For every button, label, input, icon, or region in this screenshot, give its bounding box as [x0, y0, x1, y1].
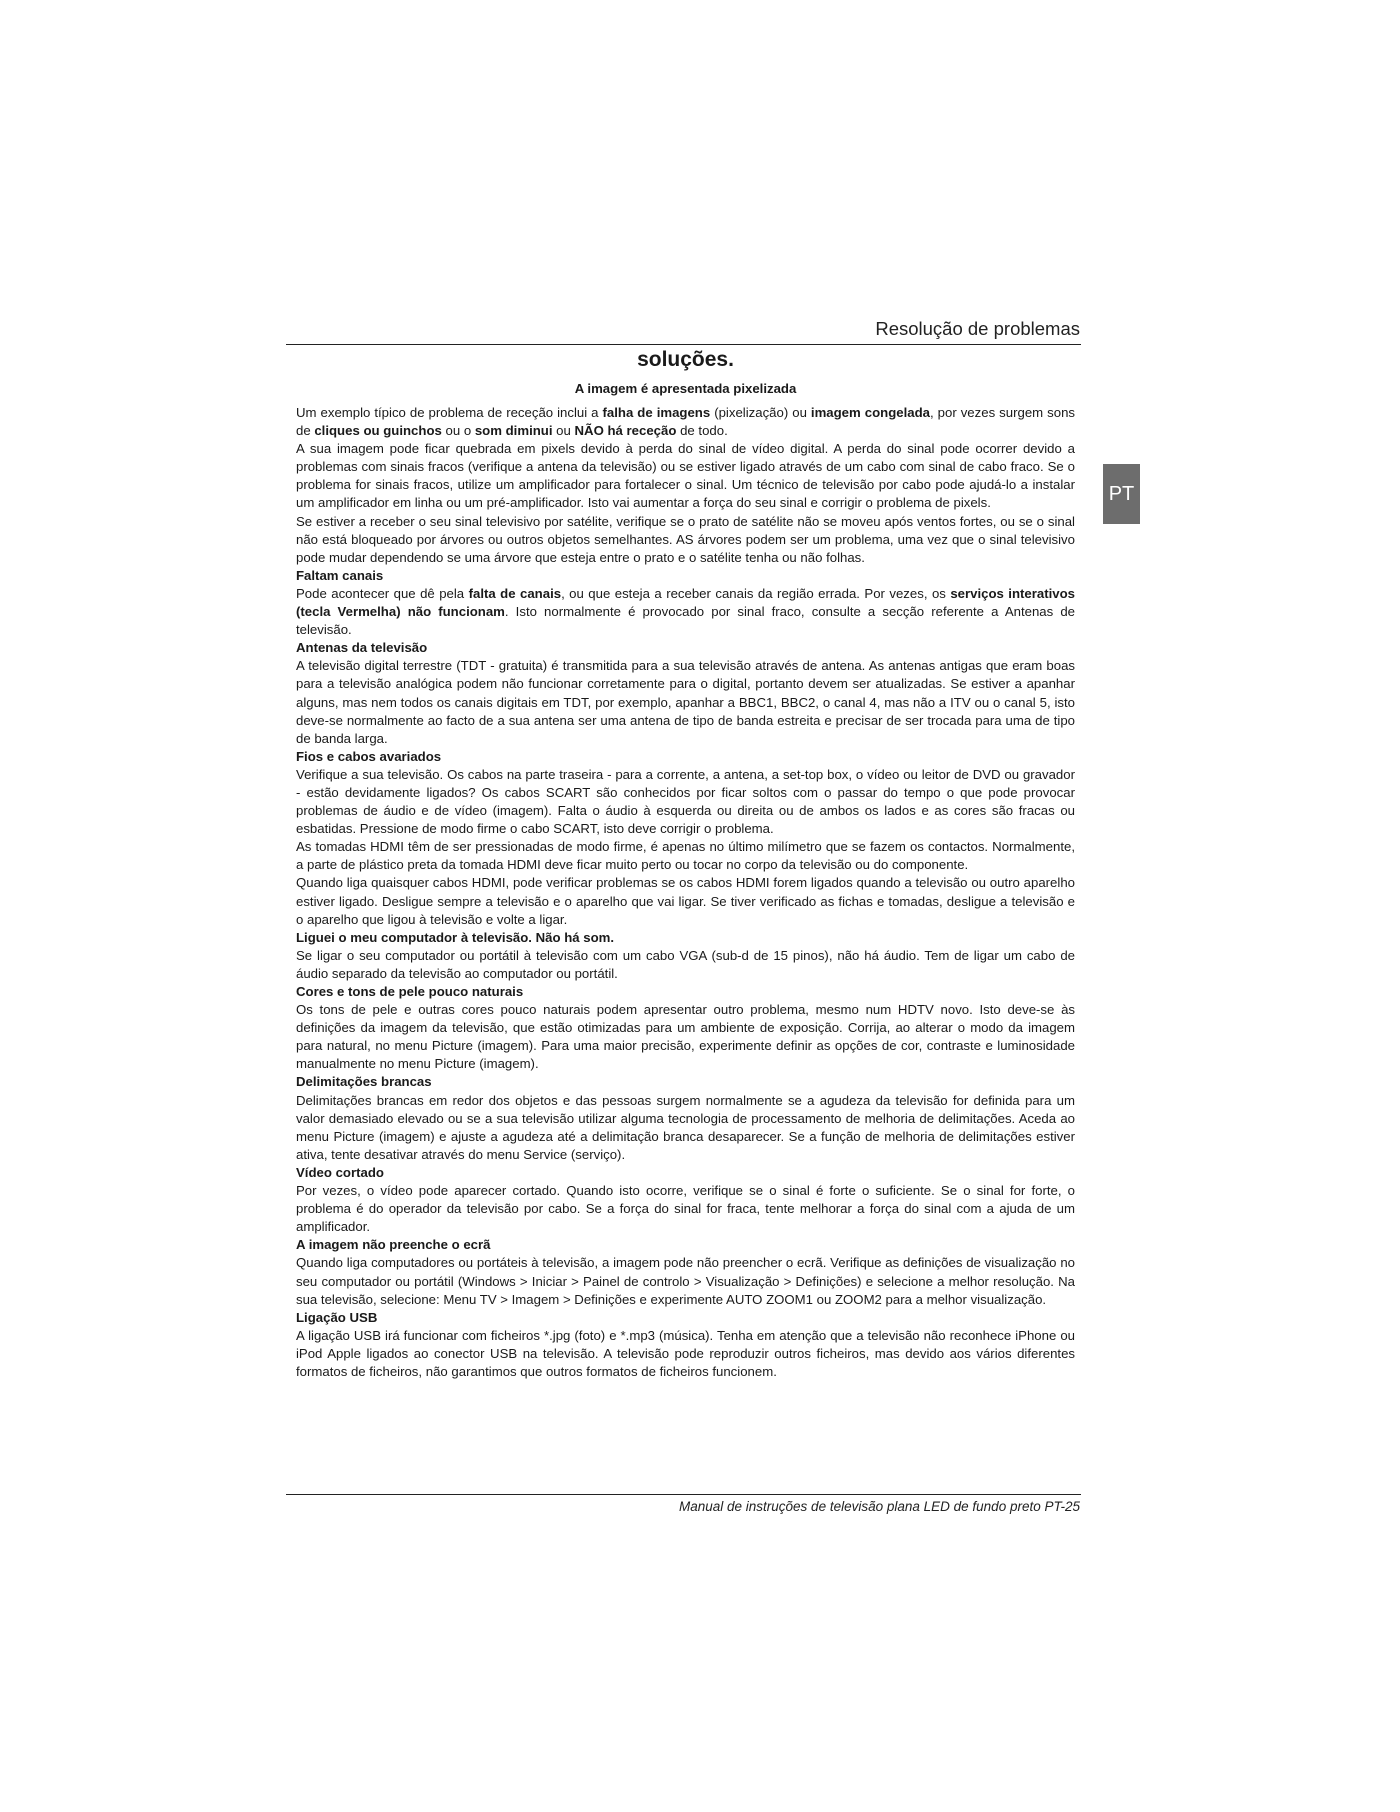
language-tab: PT: [1103, 464, 1140, 524]
white-edges-paragraph: Delimitações brancas em redor dos objetos e das pessoas surgem normalmente se a agudeza da televisão for definida para um valor demasiado elevado ou se a sua televisão utilizar alguma tecnologia de processamento de melhoria de delimitações. Aceda ao menu Picture (imagem) e ajuste a agudeza até a delimitação branca desaparecer. Se a função de melhoria de delimitações estiver ativa, tente desativar através do menu Service (serviço).: [296, 1092, 1075, 1162]
text-run: , ou que esteja a receber canais da região errada. Por vezes, os: [561, 585, 951, 601]
emphasis-text: NÃO há receção: [574, 423, 677, 439]
fill-screen-paragraph: Quando liga computadores ou portáteis à televisão, a imagem pode não preencher o ecrã. Verifique as definições de visualização no seu computador ou portátil (Windows > Iniciar > Painel de controlo > Visualização > Definições) e selecione a melhor resolução. Na sua televisão, selecione: Menu TV > Imagem > Definições e experimente AUTO ZOOM1 ou ZOOM2 para a melhor visualização.: [296, 1255, 1075, 1307]
section-title-skin-tones: Cores e tons de pele pouco naturais: [296, 984, 524, 999]
pixelation-paragraph-2: A sua imagem pode ficar quebrada em pixels devido à perda do sinal de vídeo digital. A perda do sinal pode ocorrer devido a problemas com sinais fracos (verifique a antena da televisão) ou se estiver ligado através de um cabo com sinal de cabo fraco. Se o problema for sinais fracos, utilize um amplificador para fortalecer o sinal. Um técnico de televisão por cabo pode ajudá-lo a instalar um amplificador em linha ou um pré-amplificador. Isto vai aumentar a força do seu sinal e corrigir o problema de pixels.: [296, 441, 1075, 511]
missing-channels-paragraph: [296, 585, 1075, 639]
text-run: . Isto normalmente é provocado por sinal fraco, consulte a secção referente a Antenas de televisão.: [296, 604, 1075, 638]
emphasis-text: imagem congelada: [810, 405, 930, 420]
cables-paragraph-1: Verifique a sua televisão. Os cabos na parte traseira - para a corrente, a antena, a set-top box, o vídeo ou leitor de DVD ou gravador - estão devidamente ligados? Os cabos SCART são conhecidos por ficar soltos com o passar do tempo o que pode provocar problemas de áudio e de vídeo (imagem). Falta o áudio à esquerda ou direita ou de ambos os lados e as cores são fracas ou esbatidas. Pressione de modo firme o cabo SCART, isto deve corrigir o problema.: [296, 766, 1075, 837]
text-run: Um exemplo típico de problema de receção inclui a: [296, 405, 603, 420]
section-title-computer: Liguei o meu computador à televisão. Não há som.: [296, 929, 615, 945]
antennas-paragraph: A televisão digital terrestre (TDT - gratuita) é transmitida para a sua televisão através de antena. As antenas antigas que eram boas para a televisão analógica podem não funcionar corretamente para o digital, portanto devem ser atualizadas. Se estiver a apanhar alguns, mas nem todos os canais digitais em TDT, por exemplo, apanhar a BBC1, BBC2, o canal 4, mas não a ITV ou o canal 5, isto deve-se normalmente ao facto de a sua antena ser uma antena de tipo de banda estreita e precisar de ser trocada para uma de tipo de banda larga.: [296, 658, 1075, 746]
usb-paragraph: A ligação USB irá funcionar com ficheiros *.jpg (foto) e *.mp3 (música). Tenha em atenção que a televisão não reconhece iPhone ou iPod Apple ligados ao conector USB na televisão. A televisão pode reproduzir outros ficheiros, mas devido aos vários diferentes formatos de ficheiros, não garantimos que outros formatos de ficheiros funcionem.: [296, 1327, 1075, 1379]
section-title-white-edges: Delimitações brancas: [296, 1074, 432, 1090]
section-title-missing-channels: Faltam canais: [296, 567, 384, 583]
section-title-usb: Ligação USB: [296, 1309, 378, 1325]
cut-video-paragraph: Por vezes, o vídeo pode aparecer cortado. Quando isto ocorre, verifique se o sinal é forte o suficiente. Se o sinal for forte, o problema é do operador da televisão por cabo. Se a força do sinal for fraca, tente melhorar a força do sinal com a ajuda de um amplificador.: [296, 1183, 1075, 1235]
text-run: , por vezes surgem sons de: [296, 405, 1075, 439]
page-heading: soluções.: [637, 348, 734, 371]
section-title-fill-screen: A imagem não preenche o ecrã: [296, 1237, 491, 1253]
skin-tones-paragraph: Os tons de pele e outras cores pouco naturais podem apresentar outro problema, mesmo num HDTV novo. Isto deve-se às definições da imagem da televisão, que estão otimizadas para um ambiente de exposição. Corrija, ao alterar o modo da imagem para natural, no menu Picture (imagem). Para uma maior precisão, experimente definir as opções de cor, contraste e luminosidade manualmente no menu Picture (imagem).: [296, 1002, 1075, 1072]
emphasis-text: serviços interativos (tecla Vermelha) não funcionam: [296, 585, 1075, 620]
sub-heading-pixelation: A imagem é apresentada pixelizada: [574, 381, 797, 396]
section-title-cut-video: Vídeo cortado: [296, 1164, 384, 1180]
section-title-antennas: Antenas da televisão: [296, 640, 428, 656]
cables-paragraph-2: As tomadas HDMI têm de ser pressionadas de modo firme, é apenas no último milímetro que se fazem os contactos. Normalmente, a parte de plástico preta da tomada HDMI deve ficar muito perto ou tocar no corpo da televisão ou do componente.: [296, 839, 1075, 873]
section-title-cables: Fios e cabos avariados: [296, 748, 442, 764]
emphasis-text: falta de canais: [468, 585, 562, 601]
section-title-header: Resolução de problemas: [875, 318, 1080, 339]
text-run: ou: [552, 423, 575, 439]
emphasis-text: som diminui: [474, 423, 553, 439]
text-run: ou o: [441, 423, 475, 439]
main-content: [296, 343, 1075, 1381]
emphasis-text: falha de imagens: [602, 405, 711, 420]
pixelation-paragraph-3: Se estiver a receber o seu sinal televisivo por satélite, verifique se o prato de satélite não se moveu após ventos fortes, ou se o sinal não está bloqueado por árvores ou outros objetos semelhantes. AS árvores podem ser um problema, uma vez que o sinal televisivo pode mudar dependendo se uma árvore que esteja entre o prato e o satélite tenha ou não folhas.: [296, 513, 1075, 565]
text-run: de todo.: [676, 423, 728, 439]
text-run: (pixelização) ou: [710, 405, 811, 420]
computer-paragraph: Se ligar o seu computador ou portátil à televisão com um cabo VGA (sub-d de 15 pinos), não há áudio. Tem de ligar um cabo de áudio separado da televisão ao computador ou portátil.: [296, 947, 1075, 981]
emphasis-text: cliques ou guinchos: [314, 423, 442, 439]
pixelation-paragraph-1: [296, 404, 1075, 440]
footer-divider: [286, 1494, 1081, 1495]
footer-text: Manual de instruções de televisão plana LED de fundo preto PT-25: [678, 1499, 1080, 1514]
text-run: Pode acontecer que dê pela: [296, 585, 469, 601]
cables-paragraph-3: Quando liga quaisquer cabos HDMI, pode verificar problemas se os cabos HDMI forem ligados quando a televisão ou outro aparelho estiver ligado. Desligue sempre a televisão e o aparelho que vai ligar. Se tiver verificado as fichas e tomadas, desligue a televisão e o aparelho que ligou à televisão e volte a ligar.: [296, 875, 1075, 927]
